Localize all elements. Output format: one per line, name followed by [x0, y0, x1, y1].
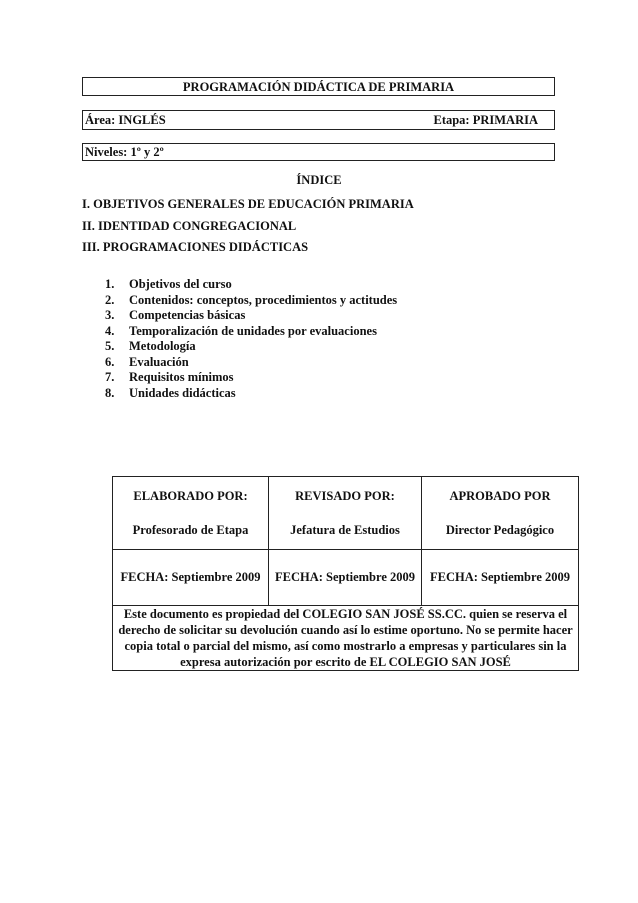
list-item: [105, 324, 397, 340]
area-box: [82, 110, 555, 130]
item-number: 1.: [105, 277, 115, 291]
levels-box: [82, 143, 555, 161]
aprobado-cell: [422, 477, 579, 550]
document-title-box: [82, 77, 555, 96]
list-item: [105, 277, 397, 293]
section-programaciones: III. PROGRAMACIONES DIDÁCTICAS: [82, 240, 309, 254]
table-row: [113, 477, 579, 550]
ownership-notice: Este documento es propiedad del COLEGIO SAN JOSÉ SS.CC. quien se reserva el derecho de solicitar su devolución cuando así lo estime oportuno. No se permite hacer copia total o parcial del mismo, así como mostrarlo a empresas y particulares sin la expresa autorización por escrito de EL COLEGIO SAN JOSÉ: [113, 606, 579, 671]
item-label: Metodología: [129, 339, 196, 353]
item-number: 4.: [105, 323, 115, 338]
item-number: 3.: [105, 308, 115, 322]
item-number: 5.: [105, 339, 115, 353]
item-label: Competencias básicas: [129, 308, 246, 322]
elaborado-role: ELABORADO POR:: [133, 489, 248, 503]
list-item: [105, 386, 397, 402]
document-title: PROGRAMACIÓN DIDÁCTICA DE PRIMARIA: [182, 80, 455, 94]
item-label: Evaluación: [129, 354, 189, 369]
levels-label: Niveles: 1º y 2º: [85, 145, 164, 159]
aprobado-who: Director Pedagógico: [445, 523, 555, 537]
list-item: [105, 293, 397, 309]
index-list: [105, 277, 397, 401]
item-label: Unidades didácticas: [129, 385, 236, 400]
item-number: 8.: [105, 385, 115, 400]
etapa-label: Etapa: PRIMARIA: [433, 113, 538, 127]
revisado-who: Jefatura de Estudios: [290, 523, 400, 537]
item-number: 7.: [105, 370, 115, 384]
list-item: [105, 355, 397, 371]
item-number: 2.: [105, 292, 115, 307]
aprobado-role: APROBADO POR: [449, 489, 551, 503]
aprobado-fecha: FECHA: Septiembre 2009: [422, 550, 579, 606]
elaborado-cell: [113, 477, 269, 550]
elaborado-fecha: FECHA: Septiembre 2009: [113, 550, 269, 606]
table-row: [113, 606, 579, 671]
list-item: [105, 339, 397, 355]
item-label: Objetivos del curso: [129, 277, 232, 291]
elaborado-who: Profesorado de Etapa: [132, 523, 249, 537]
section-identidad: II. IDENTIDAD CONGREGACIONAL: [82, 219, 297, 233]
item-number: 6.: [105, 354, 115, 369]
revisado-role: REVISADO POR:: [295, 489, 395, 503]
list-item: [105, 308, 397, 324]
signoff-table: [112, 476, 579, 671]
list-item: [105, 370, 397, 386]
table-row: [113, 550, 579, 606]
revisado-fecha: FECHA: Septiembre 2009: [269, 550, 422, 606]
area-label: Área: INGLÉS: [85, 113, 166, 127]
section-objetivos: I. OBJETIVOS GENERALES DE EDUCACIÓN PRIMARIA: [82, 197, 414, 211]
index-heading: ÍNDICE: [296, 173, 342, 187]
item-label: Requisitos mínimos: [129, 370, 234, 384]
item-label: Contenidos: conceptos, procedimientos y actitudes: [129, 292, 398, 307]
revisado-cell: [269, 477, 422, 550]
item-label: Temporalización de unidades por evaluaciones: [129, 323, 377, 338]
